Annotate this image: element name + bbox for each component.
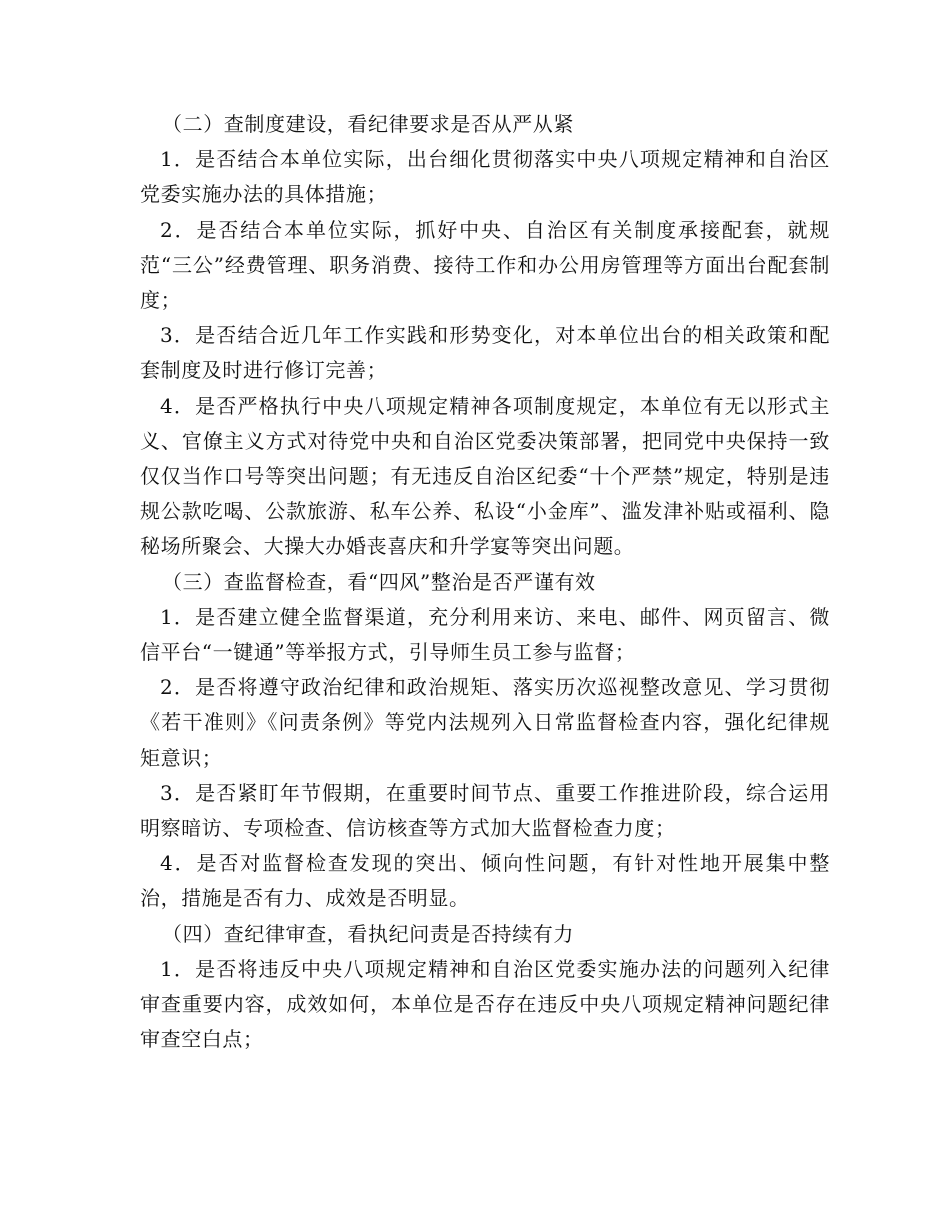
section-heading-4: （四）查纪律审查，看执纪问责是否持续有力 bbox=[162, 921, 574, 946]
paragraph-2-4: 4．是否严格执行中央八项规定精神各项制度规定，本单位有无以形式主义、官僚主义方式对待党中央和自治区党委决策部署，把同党中央保持一致仅仅当作口号等突出问题；有无违反自治区纪委“十个严禁”规定，特别是违规公款吃喝、公款旅游、私车公养、私设“小金库”、滥发津补贴或福利、隐秘场所聚会、大操大办婚丧喜庆和升学宴等突出问题。 bbox=[140, 393, 830, 559]
paragraph-2-3: 3．是否结合近几年工作实践和形势变化，对本单位出台的相关政策和配套制度及时进行修订完善； bbox=[140, 323, 830, 383]
paragraph-3-2: 2．是否将遵守政治纪律和政治规矩、落实历次巡视整改意见、学习贯彻《若干准则》《问责条例》等党内法规列入日常监督检查内容，强化纪律规矩意识； bbox=[140, 675, 830, 770]
paragraph-3-3: 3．是否紧盯年节假期，在重要时间节点、重要工作推进阶段，综合运用明察暗访、专项检查、信访核查等方式加大监督检查力度； bbox=[140, 780, 830, 841]
section-heading-2: （二）查制度建设，看纪律要求是否从严从紧 bbox=[162, 112, 574, 136]
paragraph-4-1: 1．是否将违反中央八项规定精神和自治区党委实施办法的问题列入纪律审查重要内容，成效如何，本单位是否存在违反中央八项规定精神问题纪律审查空白点； bbox=[140, 956, 830, 1052]
paragraph-3-4: 4．是否对监督检查发现的突出、倾向性问题，有针对性地开展集中整治，措施是否有力、成效是否明显。 bbox=[140, 851, 830, 911]
paragraph-3-1: 1．是否建立健全监督渠道，充分利用来访、来电、邮件、网页留言、微信平台“一键通”等举报方式，引导师生员工参与监督； bbox=[140, 604, 830, 665]
paragraph-2-2: 2．是否结合本单位实际，抓好中央、自治区有关制度承接配套，就规范“三公”经费管理、职务消费、接待工作和办公用房管理等方面出台配套制度； bbox=[140, 217, 830, 313]
paragraph-2-1: 1．是否结合本单位实际，出台细化贯彻落实中央八项规定精神和自治区党委实施办法的具体措施； bbox=[140, 147, 830, 207]
section-heading-3: （三）查监督检查，看“四风”整治是否严谨有效 bbox=[162, 569, 596, 594]
